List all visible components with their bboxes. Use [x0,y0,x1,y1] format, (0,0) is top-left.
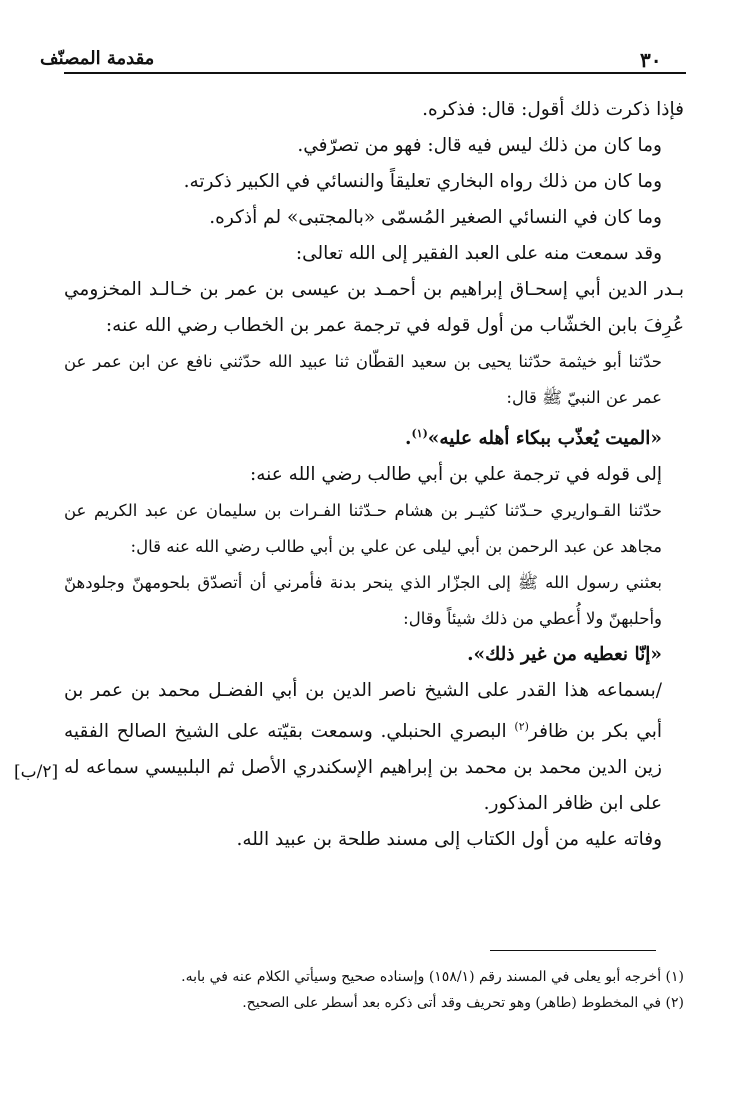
hadith-text: بعثني رسول الله ﷺ إلى الجزّار الذي ينحر بدنة فأمرني أن أتصدّق بلحومهنّ وجلودهنّ وأحلبهنّ ولا أُعطي من ذلك شيئاً وقال: [64,573,662,629]
paragraph-part: /بسماعه هذا القدر على الشيخ ناصر الدين بن أبي الفضـل محمد بن عمر بن أبي بكر بن ظافر [64,680,662,743]
paragraph [64,673,684,822]
hadith-chain: حدّثنا أبو خيثمة حدّثنا يحيى بن سعيد القطّان ثنا عبيد الله حدّثني نافع عن ابن عمر عن عمر عن النبيّ ﷺ قال: [64,352,662,407]
paragraph: بـدر الدين أبي إسحـاق إبراهيم بن أحمـد بن عيسى بن عمر بن خـالـد المخزومي عُرِفَ بابن الخشّاب من أول قوله في ترجمة عمر بن الخطاب رضي الله عنه: [64,279,684,336]
paragraph-part: البصري الحنبلي. وسمعت بقيّته على الشيخ الصالح الفقيه زين الدين محمد بن محمد بن إبراهيم الإسكندري الأصل ثم البلبيسي سماعه له على ابن ظافر المذكور. [64,721,662,815]
running-header-title: مقدمة المصنّف [40,48,155,69]
paragraph: وقد سمعت منه على العبد الفقير إلى الله تعالى: [295,243,662,264]
paragraph: وما كان من ذلك رواه البخاري تعليقاً والنسائي في الكبير ذكرته. [183,171,662,192]
footnote: (٢) في المخطوط (طاهر) وهو تحريف وقد أتى ذكره بعد أسطر على الصحيح. [242,995,684,1011]
paragraph: وما كان من ذلك ليس فيه قال: فهو من تصرّفي. [297,135,662,156]
footnote: (١) أخرجه أبو يعلى في المسند رقم (١٥٨/١) وإسناده صحيح وسيأتي الكلام عنه في بابه. [181,969,684,985]
paragraph: فإذا ذكرت ذلك أقول: قال: فذكره. [422,99,684,120]
manuscript-folio-marker: [٢/ب] [14,762,59,782]
paragraph: وفاته عليه من أول الكتاب إلى مسند طلحة بن عبيد الله. [236,829,662,851]
header-rule [64,72,686,74]
footnote-ref: (١) [411,427,428,440]
footnote-ref: (٢) [514,720,529,734]
page-number: ٣٠ [640,48,662,72]
paragraph: وما كان في النسائي الصغير المُسمّى «بالمجتبى» لم أذكره. [209,207,662,228]
hadith-text: «الميت يُعذّب ببكاء أهله عليه»$^{(١)}$. [404,427,662,450]
hadith-quote: «إنّا نعطيه من غير ذلك». [467,644,662,666]
footnotes [64,964,684,1016]
footnote-rule [490,950,656,951]
main-text [64,92,684,858]
paragraph: إلى قوله في ترجمة علي بن أبي طالب رضي الله عنه: [250,464,662,486]
hadith-text-content: «الميت يُعذّب ببكاء أهله عليه» [427,428,662,450]
hadith-chain: حدّثنا القـواريري حـدّثنا كثيـر بن هشام حـدّثنا الفـرات بن سليمان عن عبد الكريم عن مجاهد عن عبد الرحمن بن أبي ليلى عن علي بن أبي طالب رضي الله عنه قال: [64,501,662,557]
